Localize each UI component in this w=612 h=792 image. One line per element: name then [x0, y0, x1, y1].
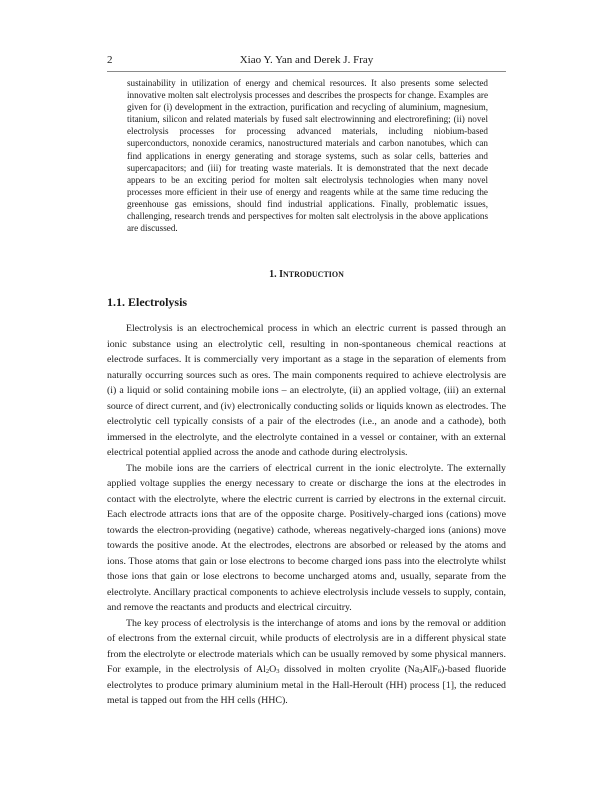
paragraph: Electrolysis is an electrochemical process in which an electric current is passed through an ionic substance using an electrolytic cell, resulting in non-spontaneous chemical reactions at electrode surfaces. It is commercially very important as a stage in the separation of elements from naturally occurring sources such as ores. The main components required to achieve electrolysis are (i) a liquid or solid containing mobile ions – an electrolyte, (ii) an applied voltage, (iii) an external source of direct current, and (iv) electronically conducting solids or liquids known as electrodes. The electrolytic cell typically consists of a pair of the electrodes (i.e., an anode and a cathode), both immersed in the electrolyte, and the electrolyte contained in a vessel or container, with an external electrical potential applied across the anode and cathode during electrolysis.	[107, 323, 506, 458]
subscript: 3	[276, 668, 280, 675]
section-heading	[107, 268, 506, 281]
paragraph	[107, 616, 506, 709]
header-divider	[107, 71, 506, 72]
running-head: Xiao Y. Yan and Derek J. Fray	[239, 54, 374, 66]
paragraph-text: AlF	[422, 664, 438, 675]
page-header	[107, 53, 506, 71]
subsection-heading: 1.1. Electrolysis	[107, 295, 188, 309]
body-text	[107, 321, 506, 709]
section-title-smallcaps: NTRODUCTION	[283, 270, 344, 279]
subscript: 6	[437, 668, 442, 675]
paragraph-text: dissolved in molten cryolite (Na	[279, 664, 420, 675]
paragraph-text: The key process of electrolysis is the interchange of atoms and ions by the removal or addition of electrons from the external circuit, while products of electrolysis are in a different physical state from the electrolyte or electrode materials which can be usually removed by some physical manners. For example, in the electrolysis of Al	[107, 617, 506, 675]
section-number: 1. I	[269, 269, 283, 280]
subscript: 3	[419, 668, 423, 675]
paragraph: The mobile ions are the carriers of electrical current in the ionic electrolyte. The externally applied voltage supplies the energy necessary to create or discharge the ions at the electrodes in contact with the electrolyte, where the electric current is carried by electrons in the external circuit. Each electrode attracts ions that are of the opposite charge. Positively-charged ions (cations) move towards the electron-providing (negative) cathode, whereas negatively-charged ions (anions) move towards the positive anode. At the electrodes, electrons are absorbed or released by the atoms and ions. Those atoms that gain or lose electrons to become charged ions pass into the electrolyte whilst those ions that gain or lose electrons to become uncharged atoms and, usually, separate from the electrolyte. Ancillary practical components to achieve electrolysis include vessels to supply, contain, and remove the reactants and products and electrical circuitry.	[107, 462, 506, 613]
paragraph-text: O	[269, 664, 277, 675]
page-number: 2	[107, 54, 113, 66]
paragraph-text: )-based fluoride electrolytes to produce primary aluminium metal in the Hall-Heroult (HH) process [1], the reduced metal is tapped out from the HH cells (HHC).	[107, 664, 506, 706]
abstract-text: sustainability in utilization of energy and chemical resources. It also presents some selected innovative molten salt electrolysis processes and describes the prospects for change. Examples are given for (i) development in the extraction, purification and recycling of aluminium, magnesium, titanium, silicon and related materials by fused salt electrowinning and electrorefining; (ii) novel electrolysis processes for processing advanced materials, including niobium-based superconductors, nonoxide ceramics, nanostructured materials and carbon nanotubes, which can find applications in energy generating and storage systems, such as solar cells, batteries and supercapacitors; and (iii) for treating waste materials. It is demonstrated that the next decade appears to be an exciting period for molten salt electrolysis technologies when many novel processes more efficient in their use of energy and reagents while at the same time reducing the greenhouse gas emissions, should find industrial applications. Finally, problematic issues, challenging, research trends and perspectives for molten salt electrolysis in the above applications are discussed.	[127, 78, 488, 234]
subscript: 2	[265, 668, 270, 675]
